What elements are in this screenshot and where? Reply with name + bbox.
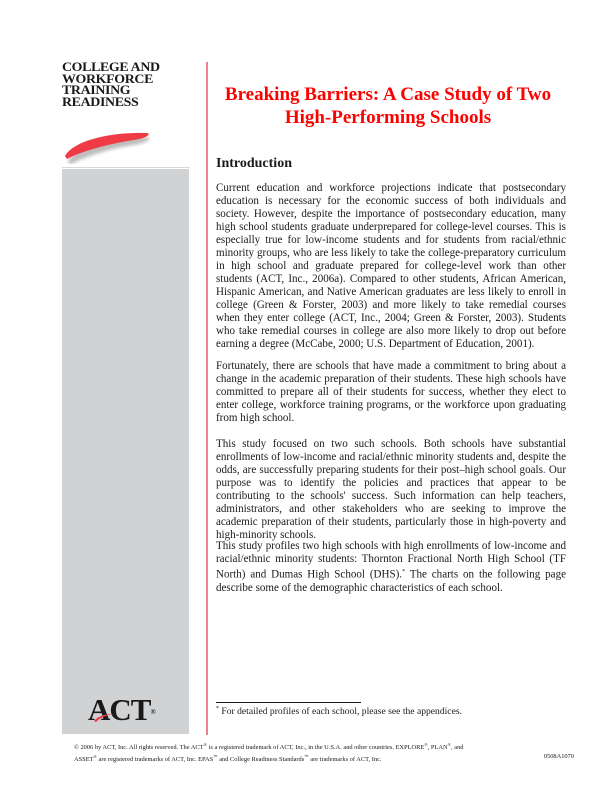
footnote-text: For detailed profiles of each school, please see the appendices. <box>221 706 462 718</box>
copyright-text: and College Readiness Standards <box>217 756 305 764</box>
registered-mark: ® <box>150 708 155 716</box>
paragraph: This study focused on two such schools. Both schools have substantial enrollments of low-income and racial/ethnic minority students and, despite the odds, are successfully preparing students for their post–high school goals. Our purpose was to identify the policies and practices that appear to be contributing to the schools' success. Such information can help teachers, administrators, and other stakeholders who are seeking to improve the academic preparation of their students, particularly those in high-poverty and high-minority schools. <box>216 438 566 541</box>
act-logo-text: ACT <box>88 692 151 727</box>
copyright-line-2 <box>74 752 574 764</box>
copyright-text: are registered trademarks of ACT, Inc. EPAS <box>96 756 214 764</box>
sidebar-panel <box>62 169 189 734</box>
registered-mark: ® <box>203 742 207 747</box>
copyright-text: is a registered trademark of ACT, Inc., in the U.S.A. and other countries. EXPLORE <box>207 744 425 752</box>
registered-mark: ® <box>447 742 452 747</box>
registered-mark: ® <box>93 754 97 760</box>
copyright-text: , and <box>451 744 464 752</box>
brand-line: COLLEGE AND <box>62 60 160 74</box>
act-logo-swoosh-icon <box>93 712 115 722</box>
brand-line: READINESS <box>62 94 139 109</box>
paragraph: Fortunately, there are schools that have made a commitment to bring about a change in the academic preparation of their students. These high schools have committed to prepare all of their students for success, whether they elect to enter college, workforce training programs, or the workforce upon graduating from high school. <box>216 360 566 424</box>
footnote <box>216 706 462 717</box>
copyright-text: © 2006 by ACT, Inc. All rights reserved. The ACT <box>74 744 204 752</box>
brand-line: WORKFORCE <box>62 71 154 86</box>
trademark-mark: ™ <box>213 754 218 760</box>
footnote-rule <box>216 702 361 703</box>
copyright-text: ASSET <box>74 756 94 764</box>
red-swoosh-icon <box>62 128 162 164</box>
trademark-mark: ™ <box>304 754 309 760</box>
copyright-footer <box>74 740 574 764</box>
copyright-text: , PLAN <box>427 744 448 752</box>
vertical-red-rule <box>206 62 208 735</box>
paragraph-sentence: Our purpose was to identify the policies and practices that appear to be contributing to the schools' success. Such information can help teachers, administrators, and other stakeholders who are seeking to improve the academic preparation of their students, particularly those in high-poverty and high-minority schools. <box>216 464 566 541</box>
brand-wordmark <box>62 62 208 108</box>
paragraph: Current education and workforce projections indicate that postsecondary education is necessary for the economic success of both individuals and society. However, despite the importance of postsecondary education, many high school students graduate underprepared for college-level courses. This is especially true for low-income students and for students from racial/ethnic minority groups, who are less likely to take the college-preparatory curriculum in high school and graduate prepared for college-level work than other students (ACT, Inc., 2006a). Compared to other students, African American, Hispanic American, and Native American graduates are less likely to enroll in college (Green & Forster, 2003) and more likely to take remedial courses when they enter college (ACT, Inc., 2004; Green & Forster, 2003). Students who take remedial courses in college are also more likely to drop out before earning a degree (McCabe, 2000; U.S. Department of Education, 2001). <box>216 182 566 350</box>
footnote-ref[interactable]: * <box>402 569 406 575</box>
registered-mark: ® <box>424 742 428 747</box>
document-code: 0508A1070 <box>543 753 574 761</box>
paragraph <box>216 540 566 595</box>
paragraph-sentence: The charts on the following page describe some of the demographic characteristics of each school. <box>216 568 566 594</box>
footnote-marker: * <box>216 706 219 712</box>
section-heading: Introduction <box>216 156 292 171</box>
document-title: Breaking Barriers: A Case Study of Two High-Performing Schools <box>224 84 552 128</box>
paragraph-sentence: This study profiles two high schools with high enrollments of low-income and racial/ethnic minority students: Thornton Fractional North High School (TF North) and Dumas High School (DHS). <box>216 540 566 581</box>
copyright-line-1 <box>74 740 574 752</box>
brand-divider <box>62 167 190 168</box>
paragraph-sentence: This study focused on two such schools. Both schools have substantial enrollments of low-income and racial/ethnic minority students and, despite the odds, are successfully preparing students for their post–high school goals <box>216 438 566 476</box>
copyright-text: are trademarks of ACT, Inc. <box>308 756 382 764</box>
brand-line: TRAINING <box>62 83 131 97</box>
